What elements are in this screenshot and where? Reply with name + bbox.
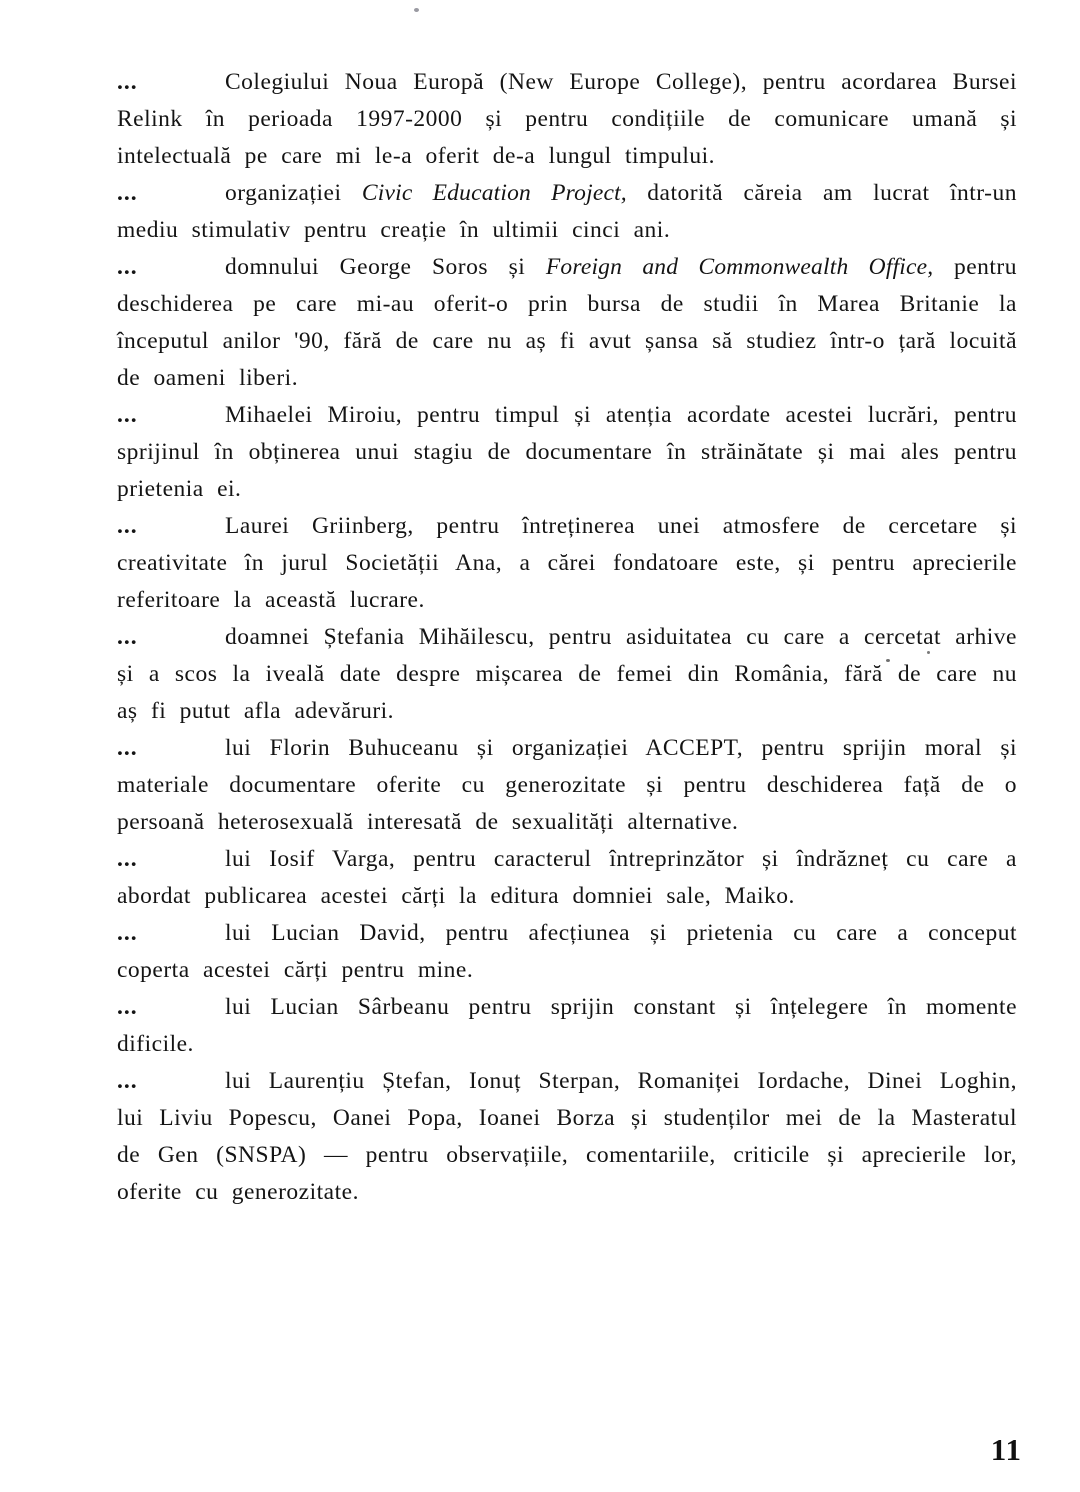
ellipsis-marker: ... xyxy=(117,69,138,95)
ellipsis-marker: ... xyxy=(117,735,138,761)
paragraph xyxy=(117,175,1017,249)
text-segment: doamnei Ștefania Mihăilescu, pentru asiduitatea cu care a cercetat arhive și a scos la iveală date despre mișcarea de femei din România, fără de care nu aș fi putut afla adevăruri. xyxy=(117,624,1017,724)
text-segment: datorită căreia am lucrat într-un mediu stimulativ pentru creație în ultimii cinci ani. xyxy=(117,180,1017,243)
italic-text-segment: Civic Education Project, xyxy=(361,180,627,206)
ellipsis-marker: ... xyxy=(117,402,138,428)
text-segment: Laurei Griinberg, pentru întreținerea unei atmosfere de cercetare și creativitate în jurul Societății Ana, a cărei fondatoare este, și pentru aprecierile referitoare la această lucrare. xyxy=(117,513,1017,613)
paragraph xyxy=(117,841,1017,915)
ellipsis-marker: ... xyxy=(117,254,138,280)
paragraph xyxy=(117,730,1017,841)
paragraph xyxy=(117,989,1017,1063)
ellipsis-marker: ... xyxy=(117,624,138,650)
text-segment: lui Lucian Sârbeanu pentru sprijin constant și înțelegere în momente dificile. xyxy=(117,994,1017,1057)
ellipsis-marker: ... xyxy=(117,180,138,206)
paragraph xyxy=(117,64,1017,175)
text-segment: Colegiului Noua Europă (New Europe College), pentru acordarea Bursei Relink în perioada 1997-2000 și pentru condițiile de comunicare umană și intelectuală pe care mi le-a oferit de-a lungul timpului. xyxy=(117,69,1017,169)
text-segment: organizației xyxy=(225,180,362,206)
scan-speck xyxy=(414,8,419,12)
text-segment: pentru deschiderea pe care mi-au oferit-o prin bursa de studii în Marea Britanie la începutul anilor '90, fără de care nu aș fi avut șansa să studiez într-o țară locuită de oameni liberi. xyxy=(117,254,1017,391)
italic-text-segment: Foreign and Commonwealth Office, xyxy=(545,254,934,280)
paragraph xyxy=(117,915,1017,989)
paragraph xyxy=(117,1063,1017,1211)
paragraph xyxy=(117,249,1017,397)
paragraph xyxy=(117,619,1017,730)
paragraph xyxy=(117,508,1017,619)
ellipsis-marker: ... xyxy=(117,513,138,539)
text-segment: lui Florin Buhuceanu și organizației ACCEPT, pentru sprijin moral și materiale documentare oferite cu generozitate și pentru deschiderea față de o persoană heterosexuală interesată de sexualități alternative. xyxy=(117,735,1017,835)
text-segment: lui Laurențiu Ștefan, Ionuț Sterpan, Romaniței Iordache, Dinei Loghin, lui Liviu Popescu, Oanei Popa, Ioanei Borza și studenților mei de la Masteratul de Gen (SNSPA) — pentru observațiile, comentariile, criticile și aprecierile lor, oferite cu generozitate. xyxy=(117,1068,1017,1205)
text-segment: Mihaelei Miroiu, pentru timpul și atenția acordate acestei lucrări, pentru sprijinul în obținerea unui stagiu de documentare în străinătate și mai ales pentru prietenia ei. xyxy=(117,402,1017,502)
paragraph xyxy=(117,397,1017,508)
text-segment: domnului George Soros și xyxy=(225,254,546,280)
ellipsis-marker: ... xyxy=(117,1068,138,1094)
acknowledgments-text-block xyxy=(117,64,1017,1211)
text-segment: lui Iosif Varga, pentru caracterul întreprinzător și îndrăzneț cu care a abordat publicarea acestei cărți la editura domniei sale, Maiko. xyxy=(117,846,1017,909)
page-number: 11 xyxy=(990,1432,1022,1467)
text-segment: lui Lucian David, pentru afecțiunea și prietenia cu care a conceput coperta acestei cărți pentru mine. xyxy=(117,920,1017,983)
ellipsis-marker: ... xyxy=(117,920,138,946)
ellipsis-marker: ... xyxy=(117,994,138,1020)
ellipsis-marker: ... xyxy=(117,846,138,872)
